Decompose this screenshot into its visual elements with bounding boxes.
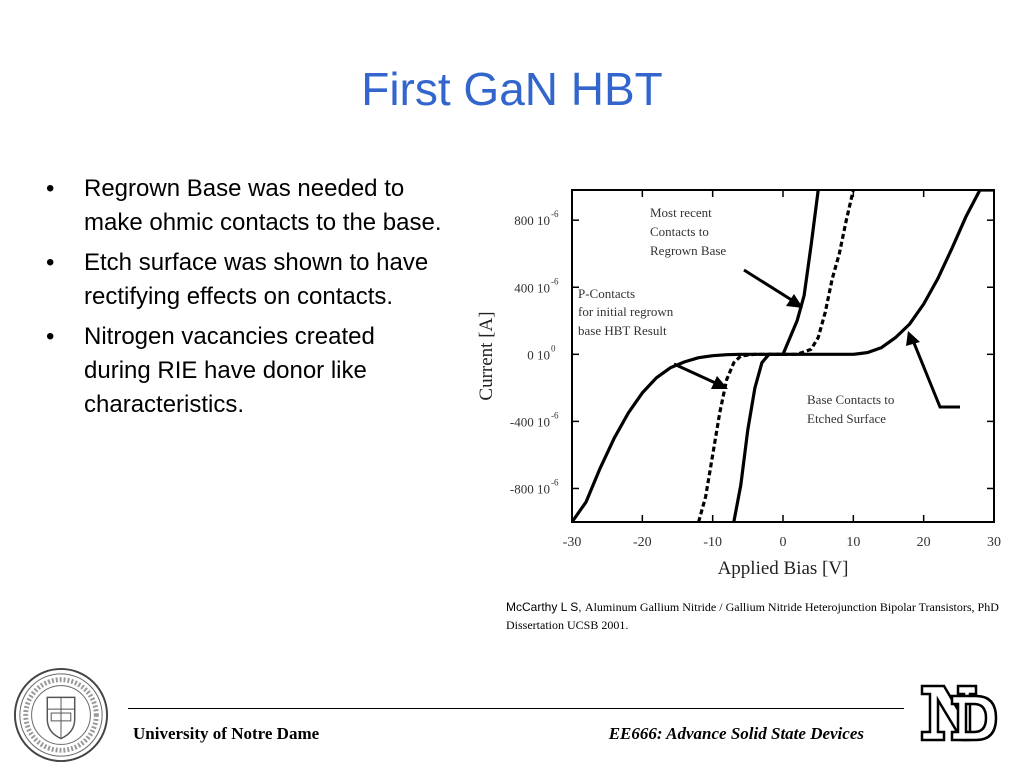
annotation-etched [807,392,894,426]
arrow-etched [912,338,960,407]
iv-curve-chart [460,170,1010,590]
university-seal-icon [12,666,110,764]
footer-university: University of Notre Dame [133,724,320,743]
bullet-dot: • [46,175,55,202]
y-tick-exponent: -6 [551,276,559,287]
nd-monogram-logo-icon [918,680,998,746]
x-tick-label: -10 [703,535,723,550]
bullet-item [44,320,444,422]
citation-author: McCarthy L S, [506,600,582,614]
bullet-item [44,172,444,240]
y-tick-label: 400 10 [514,280,550,296]
y-tick-label: -800 10 [509,481,550,497]
bullet-text: Nitrogen vacancies created during RIE have donor like characteristics. [84,323,375,418]
x-tick-label: 10 [846,535,861,550]
annotation-regrown-line: Contacts to [650,224,709,239]
annotation-p-contacts [578,286,674,338]
y-tick-label: 0 10 [527,347,550,363]
bullet-item [44,246,444,314]
citation-reference: Aluminum Gallium Nitride / Gallium Nitride Heterojunction Bipolar Transistors, PhD Dissertation UCSB 2001. [506,600,999,632]
y-tick-exponent: -6 [551,477,559,488]
arrow-regrown-head [786,294,803,308]
annotation-p-contacts-line: base HBT Result [578,323,667,338]
x-tick-label: 30 [987,535,1001,550]
annotation-p-contacts-line: for initial regrown [578,304,674,319]
y-axis-label: Current [A] [476,311,497,401]
annotation-regrown-line: Most recent [650,205,712,220]
x-tick-label: 0 [779,535,787,550]
y-tick-exponent: -6 [551,209,559,220]
footer-divider [128,708,904,709]
annotation-etched-line: Base Contacts to [807,392,895,407]
bullet-list [44,172,444,428]
y-tick-exponent: -6 [551,410,559,421]
citation [506,598,1006,634]
y-tick-label: 800 10 [514,213,550,229]
x-tick-label: 20 [916,535,931,550]
bullet-text: Etch surface was shown to have rectifying effects on contacts. [84,249,429,310]
bullet-dot: • [46,323,55,350]
arrow-regrown [744,270,798,304]
arrow-etched-head [906,331,920,346]
footer-course: EE666: Advance Solid State Devices [608,724,864,743]
series-layer [572,190,994,522]
annotation-regrown-line: Regrown Base [650,243,727,258]
y-tick-label: -400 10 [509,414,550,430]
x-tick-label: -20 [632,535,652,550]
slide-title: First GaN HBT [361,63,663,115]
bullet-dot: • [46,249,55,276]
bullet-text: Regrown Base was needed to make ohmic contacts to the base. [84,175,442,236]
plot-frame [572,190,994,522]
annotation-etched-line: Etched Surface [807,411,887,426]
x-axis-label: Applied Bias [V] [717,558,849,579]
x-tick-label: -30 [562,535,582,550]
y-tick-exponent: 0 [551,343,556,354]
annotation-p-contacts-line: P-Contacts [578,286,636,301]
x-axis-ticks [563,190,1001,550]
series-line-3 [572,190,994,522]
annotation-regrown [650,205,726,258]
